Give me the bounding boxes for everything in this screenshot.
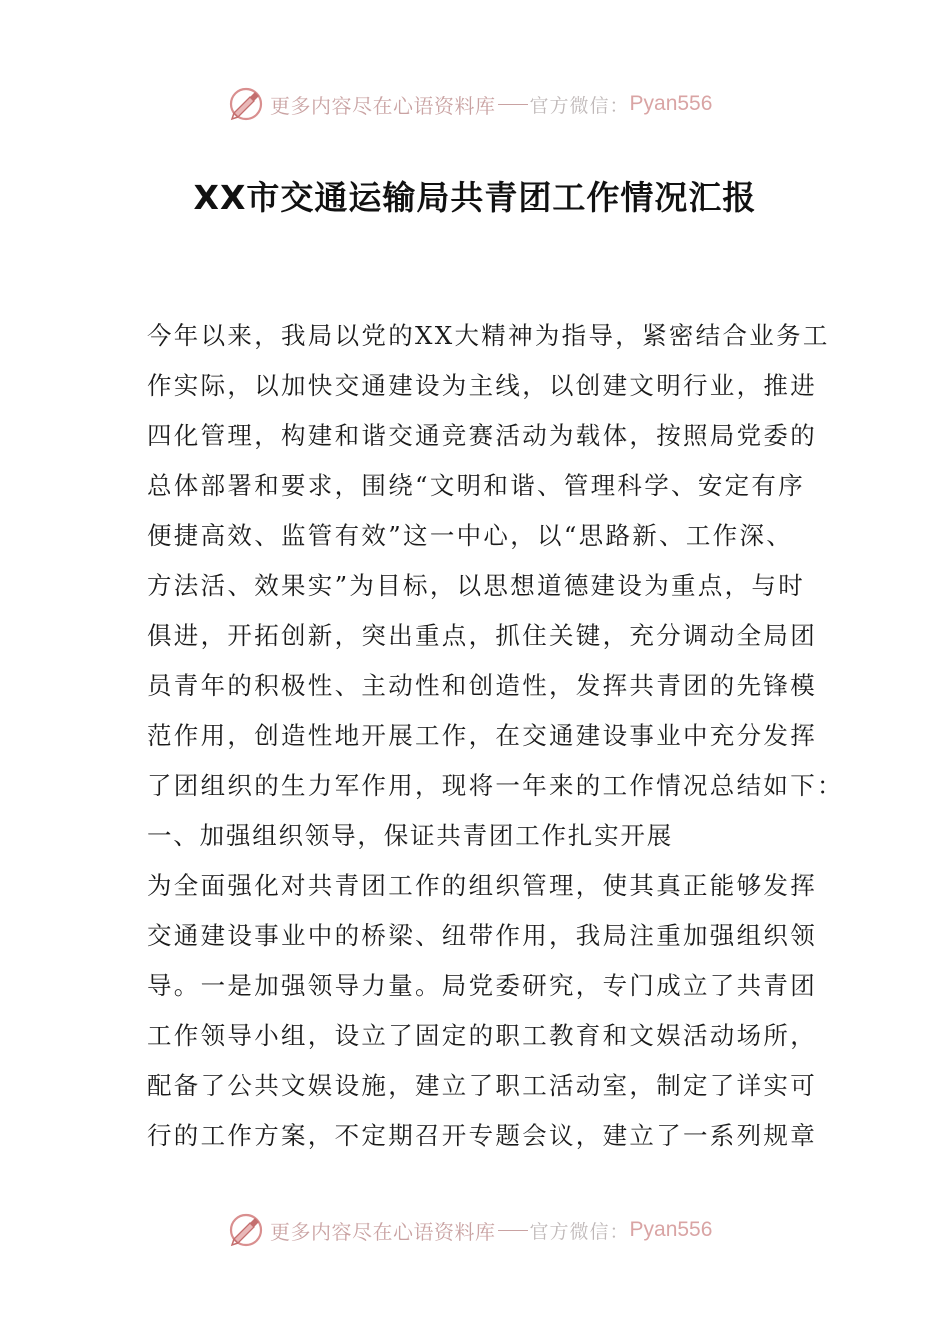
watermark-divider bbox=[498, 1230, 528, 1231]
document-title: XX市交通运输局共青团工作情况汇报 bbox=[193, 178, 757, 217]
pen-logo-icon bbox=[228, 86, 264, 122]
footer-watermark bbox=[228, 1211, 712, 1249]
watermark-label: 官方微信： bbox=[529, 94, 630, 117]
body-line: 四化管理，构建和谐交通竞赛活动为载体，按照局党委的 bbox=[147, 421, 817, 450]
body-line: 了团组织的生力军作用，现将一年来的工作情况总结如下： bbox=[147, 771, 844, 800]
body-line: 交通建设事业中的桥梁、纽带作用，我局注重加强组织领 bbox=[147, 921, 817, 950]
body-line: 方法活、效果实”为目标，以思想道德建设为重点，与时 bbox=[147, 571, 806, 600]
body-line: 员青年的积极性、主动性和创造性，发挥共青团的先锋模 bbox=[147, 671, 817, 700]
document-body bbox=[147, 311, 844, 1161]
watermark-label: 官方微信： bbox=[529, 1220, 630, 1243]
watermark-wechat-id: Pyan556 bbox=[629, 92, 713, 115]
watermark-divider bbox=[498, 104, 528, 105]
body-line: 总体部署和要求，围绕“文明和谐、管理科学、安定有序 bbox=[147, 471, 806, 500]
body-line: 为全面强化对共青团工作的组织管理，使其真正能够发挥 bbox=[147, 871, 817, 900]
watermark-brand-text: 更多内容尽在心语资料库 bbox=[270, 1219, 496, 1244]
body-line: 今年以来，我局以党的XX大精神为指导，紧密结合业务工 bbox=[147, 321, 830, 350]
watermark-brand-text: 更多内容尽在心语资料库 bbox=[270, 93, 496, 118]
body-line: 作实际，以加快交通建设为主线，以创建文明行业，推进 bbox=[147, 371, 817, 400]
body-line: 工作领导小组，设立了固定的职工教育和文娱活动场所， bbox=[147, 1021, 817, 1050]
pen-logo-icon bbox=[228, 1212, 264, 1248]
body-line: 配备了公共文娱设施，建立了职工活动室，制定了详实可 bbox=[147, 1071, 817, 1100]
body-line: 行的工作方案，不定期召开专题会议，建立了一系列规章 bbox=[147, 1121, 817, 1150]
body-line: 便捷高效、监管有效”这一中心，以“思路新、工作深、 bbox=[147, 521, 794, 550]
body-line: 导。一是加强领导力量。局党委研究，专门成立了共青团 bbox=[147, 971, 817, 1000]
section-heading: 一、加强组织领导，保证共青团工作扎实开展 bbox=[147, 821, 673, 850]
header-watermark bbox=[228, 85, 712, 123]
body-line: 范作用，创造性地开展工作，在交通建设事业中充分发挥 bbox=[147, 721, 817, 750]
watermark-wechat-id: Pyan556 bbox=[629, 1218, 713, 1241]
body-line: 俱进，开拓创新，突出重点，抓住关键，充分调动全局团 bbox=[147, 621, 817, 650]
